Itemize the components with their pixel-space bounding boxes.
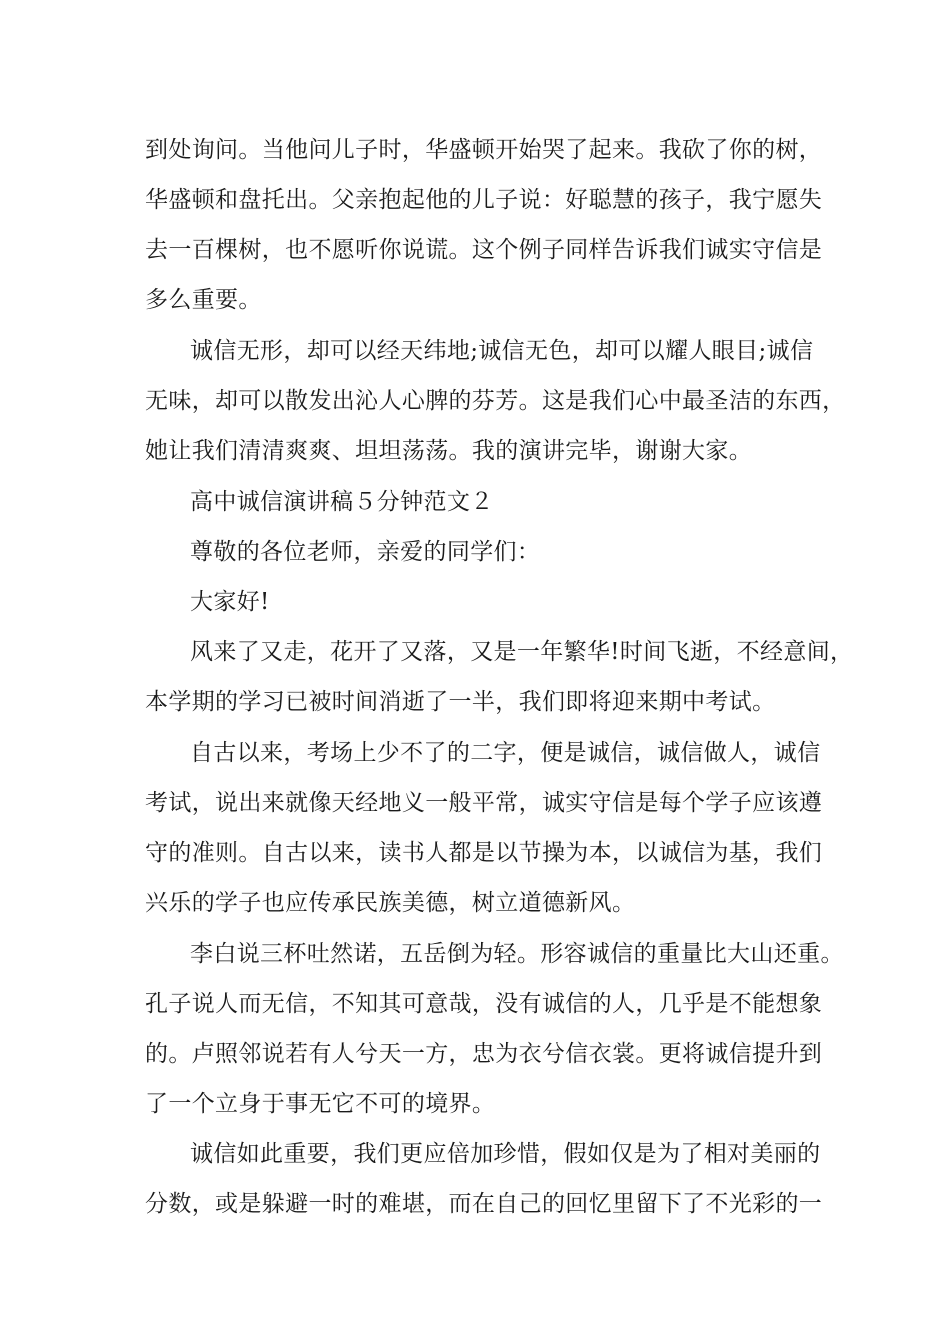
text-line: 去一百棵树，也不愿听你说谎。这个例子同样告诉我们诚实守信是 bbox=[145, 237, 823, 263]
text-line: 考试，说出来就像天经地义一般平常，诚实守信是每个学子应该遵 bbox=[145, 790, 823, 816]
text-line: 诚信如此重要，我们更应倍加珍惜，假如仅是为了相对美丽的 bbox=[190, 1141, 821, 1167]
text-line: 无味，却可以散发出沁人心脾的芬芳。这是我们心中最圣洁的东西， bbox=[145, 388, 846, 414]
text-line: 守的准则。自古以来，读书人都是以节操为本，以诚信为基，我们 bbox=[145, 840, 823, 866]
text-line: 她让我们清清爽爽、坦坦荡荡。我的演讲完毕，谢谢大家。 bbox=[145, 438, 753, 464]
text-line: 诚信无形，却可以经天纬地;诚信无色，却可以耀人眼目;诚信 bbox=[190, 338, 814, 364]
text-line: 孔子说人而无信，不知其可意哉，没有诚信的人，几乎是不能想象 bbox=[145, 991, 823, 1017]
text-line: 自古以来，考场上少不了的二字，便是诚信，诚信做人，诚信 bbox=[190, 740, 821, 766]
text-line: 风来了又走，花开了又落，又是一年繁华!时间飞逝，不经意间， bbox=[190, 639, 854, 665]
text-line: 华盛顿和盘托出。父亲抱起他的儿子说：好聪慧的孩子，我宁愿失 bbox=[145, 187, 823, 213]
section-heading: 高中诚信演讲稿５分钟范文２ bbox=[190, 489, 494, 515]
greeting: 大家好! bbox=[190, 589, 270, 615]
salutation: 尊敬的各位老师，亲爱的同学们： bbox=[190, 539, 541, 565]
text-line: 了一个立身于事无它不可的境界。 bbox=[145, 1091, 496, 1117]
text-line: 的。卢照邻说若有人兮天一方，忠为衣兮信衣裳。更将诚信提升到 bbox=[145, 1041, 823, 1067]
text-line: 兴乐的学子也应传承民族美德，树立道德新风。 bbox=[145, 890, 636, 916]
text-line: 本学期的学习已被时间消逝了一半，我们即将迎来期中考试。 bbox=[145, 689, 776, 715]
text-line: 到处询问。当他问儿子时，华盛顿开始哭了起来。我砍了你的树， bbox=[145, 137, 823, 163]
text-line: 多么重要。 bbox=[145, 287, 262, 313]
text-line: 李白说三杯吐然诺，五岳倒为轻。形容诚信的重量比大山还重。 bbox=[190, 941, 844, 967]
text-line: 分数，或是躲避一时的难堪，而在自己的回忆里留下了不光彩的一 bbox=[145, 1191, 823, 1217]
